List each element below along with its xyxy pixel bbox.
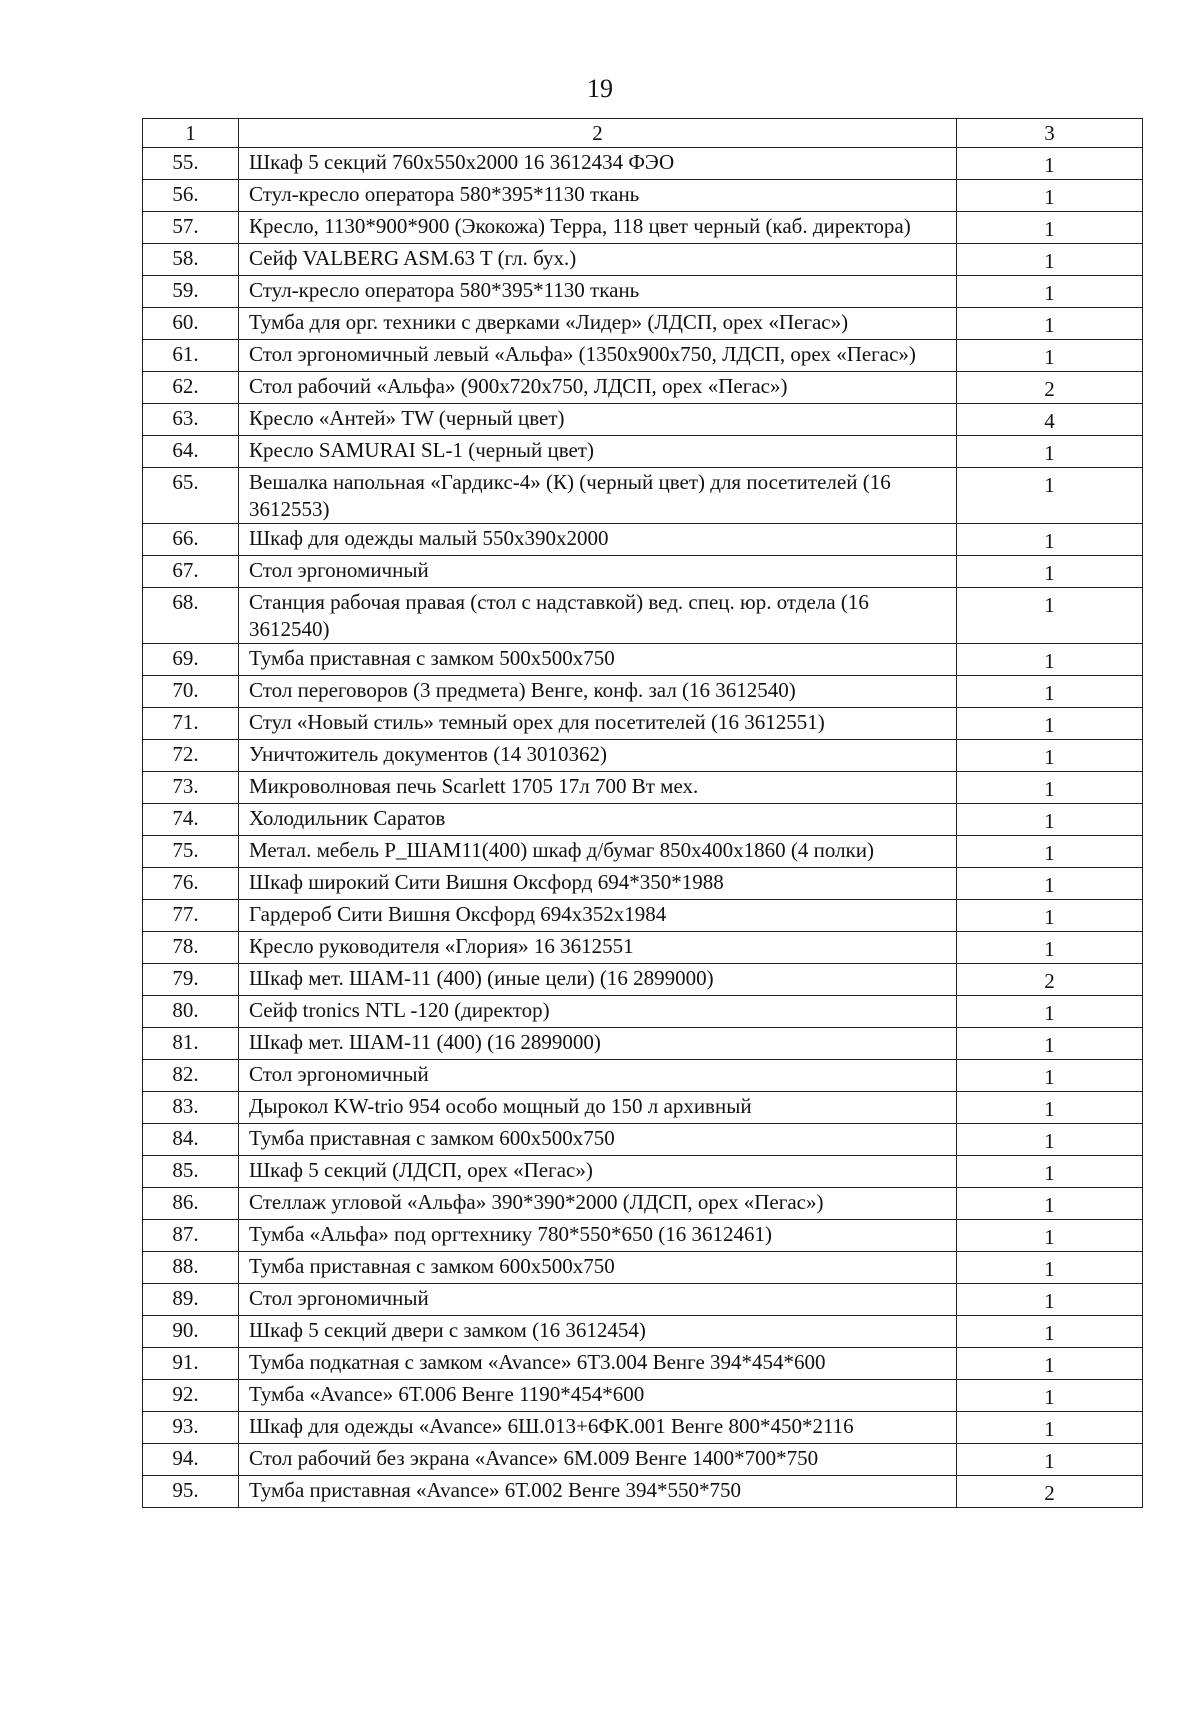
- table-row: [143, 1444, 1143, 1476]
- table-row: [143, 1124, 1143, 1156]
- quantity-cell: 1: [957, 244, 1143, 276]
- quantity-cell: 1: [957, 148, 1143, 180]
- row-number-cell: 60.: [143, 308, 239, 340]
- table-row: [143, 676, 1143, 708]
- quantity-cell: 1: [957, 900, 1143, 932]
- row-number-cell: 90.: [143, 1316, 239, 1348]
- item-name-cell: Шкаф для одежды малый 550х390х2000: [239, 524, 957, 556]
- quantity-cell: 1: [957, 212, 1143, 244]
- quantity-cell: 1: [957, 436, 1143, 468]
- quantity-cell: 1: [957, 1092, 1143, 1124]
- quantity-cell: 2: [957, 964, 1143, 996]
- quantity-cell: 1: [957, 932, 1143, 964]
- quantity-cell: 1: [957, 1156, 1143, 1188]
- quantity-cell: 1: [957, 276, 1143, 308]
- table-row: [143, 148, 1143, 180]
- table-row: [143, 1220, 1143, 1252]
- row-number-cell: 77.: [143, 900, 239, 932]
- row-number-cell: 89.: [143, 1284, 239, 1316]
- item-name-cell: Стол эргономичный: [239, 1060, 957, 1092]
- row-number-cell: 64.: [143, 436, 239, 468]
- quantity-cell: 2: [957, 1476, 1143, 1508]
- row-number-cell: 82.: [143, 1060, 239, 1092]
- table-row: [143, 772, 1143, 804]
- item-name-cell: Стол рабочий «Альфа» (900х720х750, ЛДСП, орех «Пегас»): [239, 372, 957, 404]
- item-name-cell: Вешалка напольная «Гардикс-4» (К) (черный цвет) для посетителей (16 3612553): [239, 468, 957, 524]
- inventory-table: [142, 118, 1143, 1508]
- quantity-cell: 1: [957, 308, 1143, 340]
- row-number-cell: 91.: [143, 1348, 239, 1380]
- item-name-cell: Шкаф мет. ШАМ-11 (400) (16 2899000): [239, 1028, 957, 1060]
- table-row: [143, 1348, 1143, 1380]
- quantity-cell: 1: [957, 180, 1143, 212]
- item-name-cell: Шкаф 5 секций (ЛДСП, орех «Пегас»): [239, 1156, 957, 1188]
- table-row: [143, 276, 1143, 308]
- quantity-cell: 1: [957, 868, 1143, 900]
- table-row: [143, 1412, 1143, 1444]
- row-number-cell: 74.: [143, 804, 239, 836]
- row-number-cell: 81.: [143, 1028, 239, 1060]
- row-number-cell: 83.: [143, 1092, 239, 1124]
- row-number-cell: 79.: [143, 964, 239, 996]
- table-row: [143, 1380, 1143, 1412]
- table-row: [143, 556, 1143, 588]
- row-number-cell: 69.: [143, 644, 239, 676]
- row-number-cell: 71.: [143, 708, 239, 740]
- row-number-cell: 62.: [143, 372, 239, 404]
- item-name-cell: Тумба приставная с замком 600х500х750: [239, 1124, 957, 1156]
- item-name-cell: Шкаф широкий Сити Вишня Оксфорд 694*350*1988: [239, 868, 957, 900]
- table-header-row: [143, 119, 1143, 148]
- row-number-cell: 87.: [143, 1220, 239, 1252]
- item-name-cell: Стул «Новый стиль» темный орех для посетителей (16 3612551): [239, 708, 957, 740]
- item-name-cell: Кресло руководителя «Глория» 16 3612551: [239, 932, 957, 964]
- quantity-cell: 1: [957, 708, 1143, 740]
- row-number-cell: 67.: [143, 556, 239, 588]
- table-row: [143, 868, 1143, 900]
- item-name-cell: Холодильник Саратов: [239, 804, 957, 836]
- table-row: [143, 804, 1143, 836]
- item-name-cell: Стол переговоров (3 предмета) Венге, конф. зал (16 3612540): [239, 676, 957, 708]
- table-row: [143, 1156, 1143, 1188]
- item-name-cell: Метал. мебель Р_ШАМ11(400) шкаф д/бумаг 850х400х1860 (4 полки): [239, 836, 957, 868]
- quantity-cell: 1: [957, 1316, 1143, 1348]
- quantity-cell: 1: [957, 1380, 1143, 1412]
- item-name-cell: Стол эргономичный: [239, 1284, 957, 1316]
- row-number-cell: 58.: [143, 244, 239, 276]
- quantity-cell: 1: [957, 1444, 1143, 1476]
- item-name-cell: Микроволновая печь Scarlett 1705 17л 700 Вт мех.: [239, 772, 957, 804]
- row-number-cell: 94.: [143, 1444, 239, 1476]
- item-name-cell: Сейф tronics NTL -120 (директор): [239, 996, 957, 1028]
- row-number-cell: 78.: [143, 932, 239, 964]
- row-number-cell: 70.: [143, 676, 239, 708]
- item-name-cell: Кресло SAMURAI SL-1 (черный цвет): [239, 436, 957, 468]
- table-row: [143, 468, 1143, 524]
- quantity-cell: 1: [957, 1028, 1143, 1060]
- table-row: [143, 964, 1143, 996]
- item-name-cell: Тумба приставная с замком 500х500х750: [239, 644, 957, 676]
- page-number: 19: [587, 74, 613, 103]
- inventory-table-body: [143, 119, 1143, 1508]
- quantity-cell: 1: [957, 804, 1143, 836]
- item-name-cell: Стул-кресло оператора 580*395*1130 ткань: [239, 180, 957, 212]
- quantity-cell: 1: [957, 1124, 1143, 1156]
- item-name-cell: Стол эргономичный левый «Альфа» (1350х900х750, ЛДСП, орех «Пегас»): [239, 340, 957, 372]
- item-name-cell: Тумба «Avance» 6Т.006 Венге 1190*454*600: [239, 1380, 957, 1412]
- table-row: [143, 836, 1143, 868]
- row-number-cell: 84.: [143, 1124, 239, 1156]
- item-name-cell: Стеллаж угловой «Альфа» 390*390*2000 (ЛДСП, орех «Пегас»): [239, 1188, 957, 1220]
- table-row: [143, 308, 1143, 340]
- row-number-cell: 76.: [143, 868, 239, 900]
- item-name-cell: Тумба для орг. техники с дверками «Лидер» (ЛДСП, орех «Пегас»): [239, 308, 957, 340]
- item-name-cell: Кресло «Антей» TW (черный цвет): [239, 404, 957, 436]
- quantity-cell: 1: [957, 1412, 1143, 1444]
- table-row: [143, 1188, 1143, 1220]
- quantity-cell: 1: [957, 468, 1143, 524]
- quantity-cell: 1: [957, 588, 1143, 644]
- table-row: [143, 1316, 1143, 1348]
- table-row: [143, 1252, 1143, 1284]
- table-row: [143, 900, 1143, 932]
- item-name-cell: Станция рабочая правая (стол с надставкой) вед. спец. юр. отдела (16 3612540): [239, 588, 957, 644]
- table-row: [143, 708, 1143, 740]
- table-row: [143, 404, 1143, 436]
- row-number-cell: 66.: [143, 524, 239, 556]
- row-number-cell: 61.: [143, 340, 239, 372]
- quantity-cell: 1: [957, 1348, 1143, 1380]
- row-number-cell: 86.: [143, 1188, 239, 1220]
- row-number-cell: 75.: [143, 836, 239, 868]
- table-row: [143, 996, 1143, 1028]
- item-name-cell: Уничтожитель документов (14 3010362): [239, 740, 957, 772]
- row-number-cell: 72.: [143, 740, 239, 772]
- table-row: [143, 436, 1143, 468]
- quantity-cell: 1: [957, 644, 1143, 676]
- item-name-cell: Шкаф 5 секций 760х550х2000 16 3612434 ФЭО: [239, 148, 957, 180]
- item-name-cell: Тумба «Альфа» под оргтехнику 780*550*650 (16 3612461): [239, 1220, 957, 1252]
- row-number-cell: 63.: [143, 404, 239, 436]
- quantity-cell: 1: [957, 524, 1143, 556]
- item-name-cell: Кресло, 1130*900*900 (Экокожа) Терра, 118 цвет черный (каб. директора): [239, 212, 957, 244]
- table-row: [143, 644, 1143, 676]
- row-number-cell: 73.: [143, 772, 239, 804]
- quantity-cell: 4: [957, 404, 1143, 436]
- quantity-cell: 1: [957, 1060, 1143, 1092]
- item-name-cell: Гардероб Сити Вишня Оксфорд 694х352х1984: [239, 900, 957, 932]
- table-row: [143, 588, 1143, 644]
- item-name-cell: Шкаф для одежды «Avance» 6Ш.013+6ФК.001 Венге 800*450*2116: [239, 1412, 957, 1444]
- quantity-cell: 1: [957, 556, 1143, 588]
- item-name-cell: Сейф VALBERG ASM.63 T (гл. бух.): [239, 244, 957, 276]
- item-name-cell: Дырокол KW-trio 954 особо мощный до 150 л архивный: [239, 1092, 957, 1124]
- table-row: [143, 1476, 1143, 1508]
- item-name-cell: Шкаф мет. ШАМ-11 (400) (иные цели) (16 2899000): [239, 964, 957, 996]
- header-cell-name: 2: [239, 119, 957, 148]
- table-row: [143, 180, 1143, 212]
- row-number-cell: 65.: [143, 468, 239, 524]
- row-number-cell: 92.: [143, 1380, 239, 1412]
- item-name-cell: Тумба приставная с замком 600х500х750: [239, 1252, 957, 1284]
- quantity-cell: 1: [957, 772, 1143, 804]
- table-row: [143, 524, 1143, 556]
- table-row: [143, 1092, 1143, 1124]
- row-number-cell: 56.: [143, 180, 239, 212]
- item-name-cell: Стул-кресло оператора 580*395*1130 ткань: [239, 276, 957, 308]
- quantity-cell: 1: [957, 1188, 1143, 1220]
- row-number-cell: 68.: [143, 588, 239, 644]
- header-cell-quantity: 3: [957, 119, 1143, 148]
- item-name-cell: Тумба приставная «Avance» 6Т.002 Венге 394*550*750: [239, 1476, 957, 1508]
- table-row: [143, 932, 1143, 964]
- table-row: [143, 740, 1143, 772]
- item-name-cell: Шкаф 5 секций двери с замком (16 3612454): [239, 1316, 957, 1348]
- quantity-cell: 1: [957, 836, 1143, 868]
- quantity-cell: 1: [957, 740, 1143, 772]
- table-row: [143, 212, 1143, 244]
- row-number-cell: 59.: [143, 276, 239, 308]
- table-row: [143, 372, 1143, 404]
- row-number-cell: 80.: [143, 996, 239, 1028]
- header-cell-number: 1: [143, 119, 239, 148]
- row-number-cell: 57.: [143, 212, 239, 244]
- quantity-cell: 1: [957, 676, 1143, 708]
- quantity-cell: 2: [957, 372, 1143, 404]
- table-row: [143, 1060, 1143, 1092]
- quantity-cell: 1: [957, 1252, 1143, 1284]
- table-row: [143, 1028, 1143, 1060]
- quantity-cell: 1: [957, 1284, 1143, 1316]
- item-name-cell: Стол рабочий без экрана «Avance» 6М.009 Венге 1400*700*750: [239, 1444, 957, 1476]
- table-row: [143, 340, 1143, 372]
- row-number-cell: 55.: [143, 148, 239, 180]
- quantity-cell: 1: [957, 340, 1143, 372]
- item-name-cell: Стол эргономичный: [239, 556, 957, 588]
- row-number-cell: 93.: [143, 1412, 239, 1444]
- row-number-cell: 85.: [143, 1156, 239, 1188]
- quantity-cell: 1: [957, 996, 1143, 1028]
- quantity-cell: 1: [957, 1220, 1143, 1252]
- row-number-cell: 88.: [143, 1252, 239, 1284]
- table-row: [143, 244, 1143, 276]
- table-row: [143, 1284, 1143, 1316]
- row-number-cell: 95.: [143, 1476, 239, 1508]
- item-name-cell: Тумба подкатная с замком «Avance» 6Т3.004 Венге 394*454*600: [239, 1348, 957, 1380]
